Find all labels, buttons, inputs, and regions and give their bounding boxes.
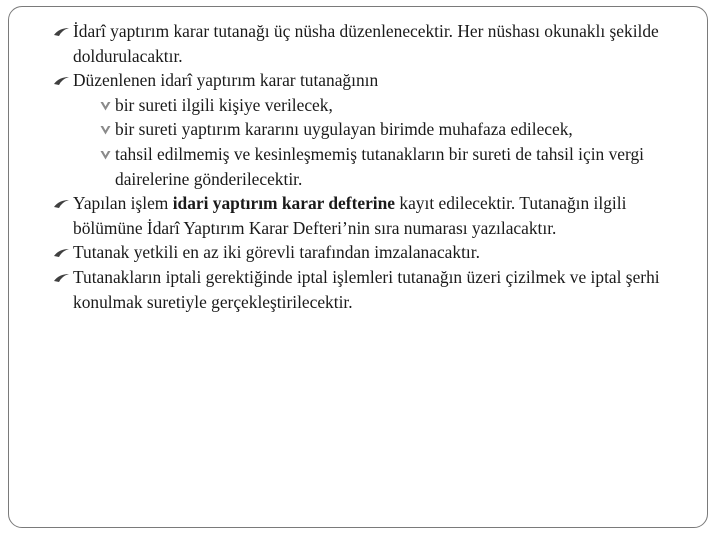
- checkmark-v-icon: [100, 101, 111, 111]
- bullet-text: İdarî yaptırım karar tutanağı üç nüsha düzenlenecektir. Her nüshası okunaklı şekilde doldurulacaktır.: [73, 21, 659, 66]
- sub-bullet-item: [53, 93, 693, 118]
- bullet-text-after: kayıt edilecektir. Tutanağın ilgili bölümüne İdarî Yaptırım Karar Defteri’nin sıra numarası yazılacaktır.: [73, 193, 627, 238]
- checkmark-v-icon: [100, 125, 111, 135]
- swoosh-icon: [53, 273, 70, 283]
- sub-bullet-text: tahsil edilmemiş ve kesinleşmemiş tutanakların bir sureti de tahsil için vergi dairelerine gönderilecektir.: [115, 143, 645, 189]
- bullet-item: [53, 240, 693, 265]
- swoosh-icon: [53, 27, 70, 37]
- bullet-list: [53, 19, 693, 314]
- bullet-text: Düzenlenen idarî yaptırım karar tutanağının: [73, 70, 379, 91]
- sub-bullet-item: [53, 142, 693, 191]
- bullet-text-bold: idari yaptırım karar defterine: [172, 193, 396, 214]
- bullet-item: [53, 19, 693, 68]
- swoosh-icon: [53, 76, 70, 86]
- sub-bullet-item: [53, 117, 693, 142]
- sub-bullet-text: bir sureti yaptırım kararını uygulayan birimde muhafaza edilecek,: [115, 119, 573, 140]
- sub-bullet-text: bir sureti ilgili kişiye verilecek,: [115, 94, 333, 115]
- bullet-text-before: Yapılan işlem: [73, 193, 173, 214]
- bullet-item: [53, 68, 693, 93]
- checkmark-v-icon: [100, 150, 111, 160]
- swoosh-icon: [53, 199, 70, 209]
- bullet-item: [53, 191, 693, 240]
- bullet-text: Tutanak yetkili en az iki görevli tarafından imzalanacaktır.: [73, 242, 480, 263]
- bullet-text: Tutanakların iptali gerektiğinde iptal işlemleri tutanağın üzeri çizilmek ve iptal şerhi konulmak suretiyle gerçekleştirilecektir.: [73, 266, 660, 312]
- slide-frame: [8, 6, 708, 528]
- bullet-item: [53, 265, 693, 314]
- swoosh-icon: [53, 248, 70, 258]
